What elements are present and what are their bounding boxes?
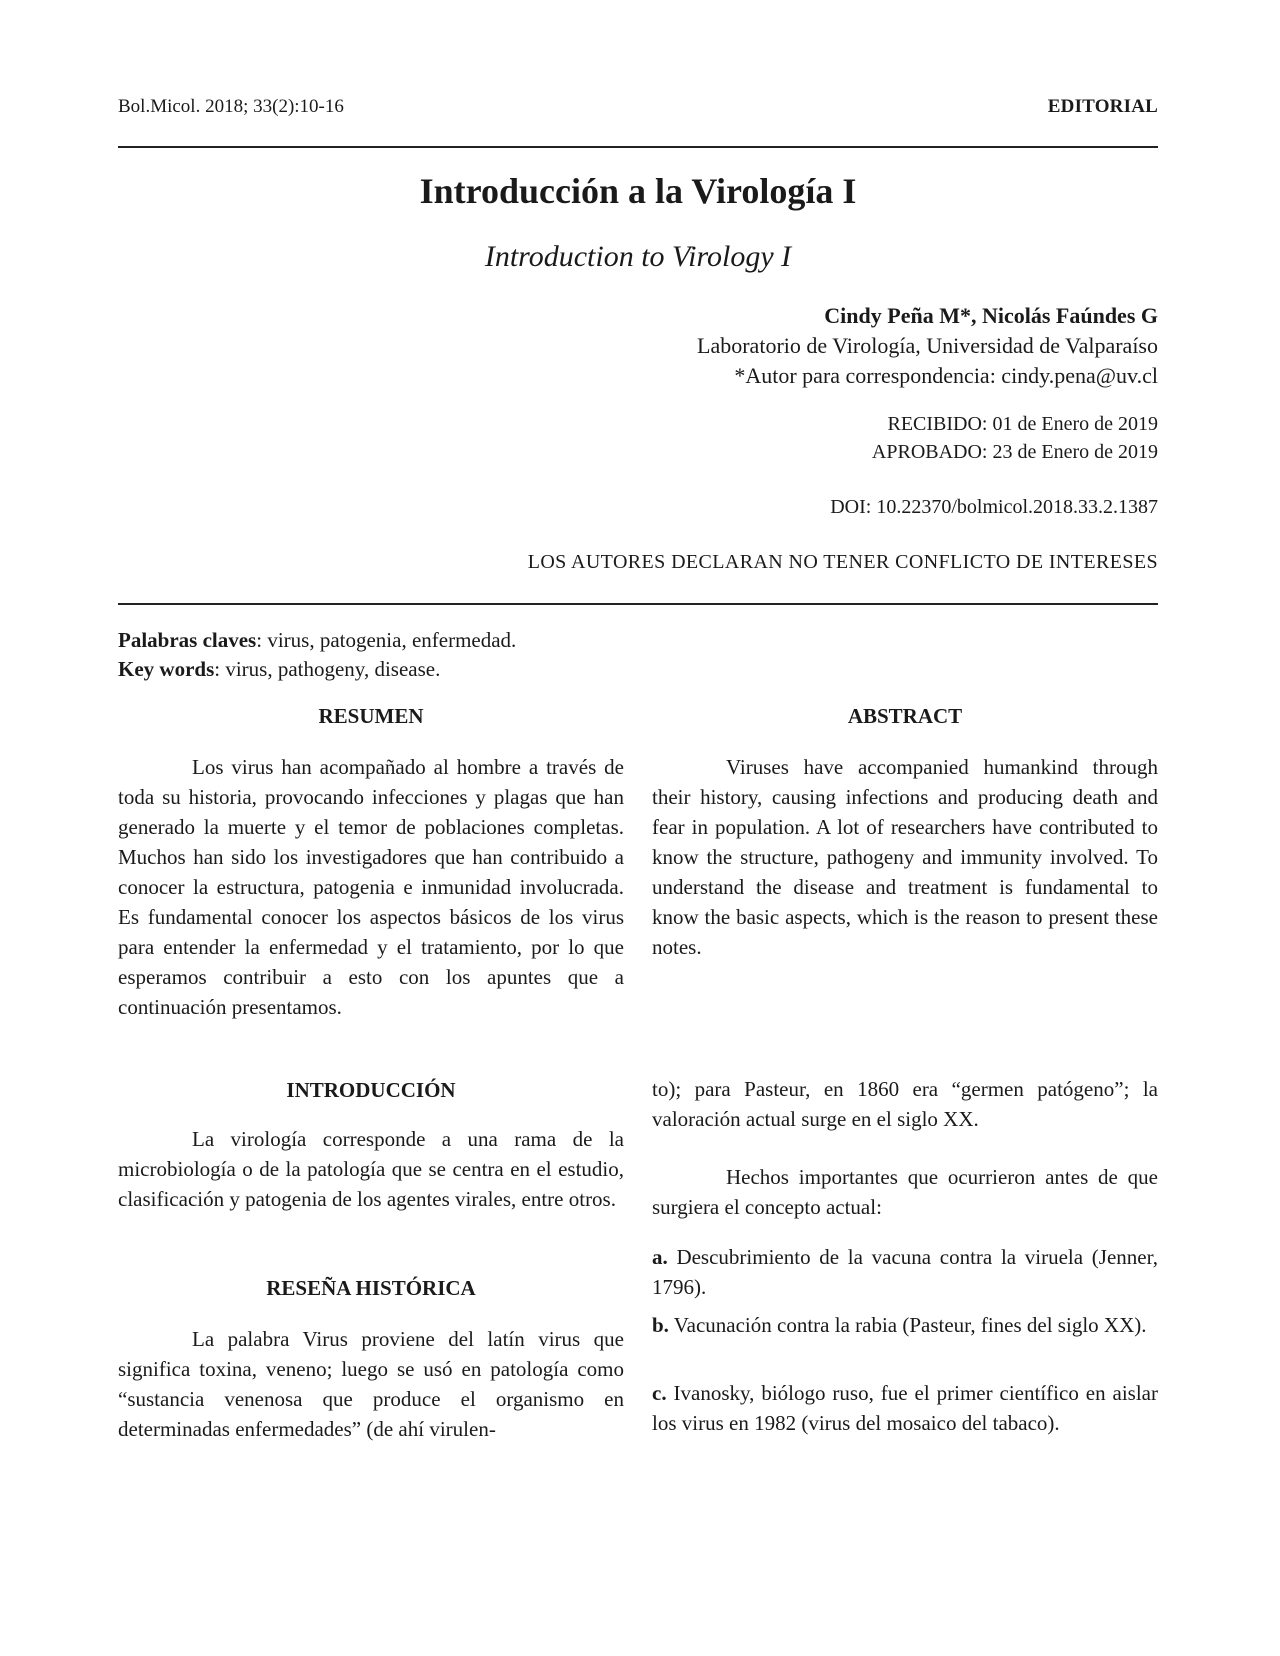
list-item <box>652 1378 1158 1438</box>
list-item <box>652 1310 1158 1340</box>
keywords-es-label: Palabras claves <box>118 628 257 652</box>
list-marker: a. <box>652 1245 668 1269</box>
list-marker: c. <box>652 1381 667 1405</box>
keywords-en-label: Key words <box>118 657 215 681</box>
affiliation: Laboratorio de Virología, Universidad de Valparaíso <box>697 333 1158 358</box>
keywords-es-value: : virus, patogenia, enfermedad. <box>256 628 517 652</box>
continuation-text: to); para Pasteur, en 1860 era “germen patógeno”; la valoración actual surge en el siglo XX. <box>652 1077 1158 1131</box>
resena-text: La palabra Virus proviene del latín virus que significa toxina, veneno; luego se usó en patología como “sustancia venenosa que produce el organismo en determinadas enfermedades” (de ahí virulen- <box>118 1327 624 1441</box>
doi: DOI: 10.22370/bolmicol.2018.33.2.1387 <box>830 496 1158 518</box>
authors: Cindy Peña M*, Nicolás Faúndes G <box>824 303 1158 328</box>
keywords-en-value: : virus, pathogeny, disease. <box>214 657 441 681</box>
article-subtitle: Introduction to Virology I <box>484 240 792 273</box>
list-item-text: Vacunación contra la rabia (Pasteur, fines del siglo XX). <box>668 1313 1147 1337</box>
received-date: RECIBIDO: 01 de Enero de 2019 <box>887 413 1158 435</box>
list-item <box>652 1242 1158 1302</box>
journal-citation: Bol.Micol. 2018; 33(2):10-16 <box>118 96 344 117</box>
hechos-text: Hechos importantes que ocurrieron antes de que surgiera el concepto actual: <box>652 1165 1158 1219</box>
keywords-en <box>118 657 440 682</box>
correspondence: *Autor para correspondencia: cindy.pena@uv.cl <box>734 363 1158 388</box>
list-item-text: Ivanosky, biólogo ruso, fue el primer científico en aislar los virus en 1982 (virus del mosaico del tabaco). <box>652 1381 1158 1435</box>
resena-heading: RESEÑA HISTÓRICA <box>266 1276 476 1300</box>
conflict-statement: LOS AUTORES DECLARAN NO TENER CONFLICTO DE INTERESES <box>527 551 1158 573</box>
resumen-heading: RESUMEN <box>318 704 424 728</box>
article-title: Introducción a la Virología I <box>419 171 857 211</box>
keywords-es <box>118 628 516 653</box>
approved-date: APROBADO: 23 de Enero de 2019 <box>871 441 1158 463</box>
introduccion-text: La virología corresponde a una rama de la microbiología o de la patología que se centra en el estudio, clasificación y patogenia de los agentes virales, entre otros. <box>118 1127 624 1211</box>
top-rule <box>118 146 1158 148</box>
resumen-text: Los virus han acompañado al hombre a través de toda su historia, provocando infecciones y plagas que han generado la muerte y el temor de poblaciones completas. Muchos han sido los investigadores que han contribuido a conocer la estructura, patogenia e inmunidad involucrada. Es fundamental conocer los aspectos básicos de los virus para entender la enfermedad y el tratamiento, por lo que esperamos contribuir a esto con los apuntes que a continuación presentamos. <box>118 755 624 1019</box>
introduccion-heading: INTRODUCCIÓN <box>286 1078 456 1102</box>
bottom-rule <box>118 603 1158 605</box>
list-marker: b. <box>652 1313 669 1337</box>
abstract-text: Viruses have accompanied humankind through their history, causing infections and producing death and fear in population. A lot of researchers have contributed to know the structure, pathogeny and immunity involved. To understand the disease and treatment is fundamental to know the basic aspects, which is the reason to present these notes. <box>652 755 1158 959</box>
section-label: EDITORIAL <box>1047 96 1158 117</box>
list-item-text: Descubrimiento de la vacuna contra la viruela (Jenner, 1796). <box>652 1245 1158 1299</box>
abstract-heading: ABSTRACT <box>847 704 963 728</box>
